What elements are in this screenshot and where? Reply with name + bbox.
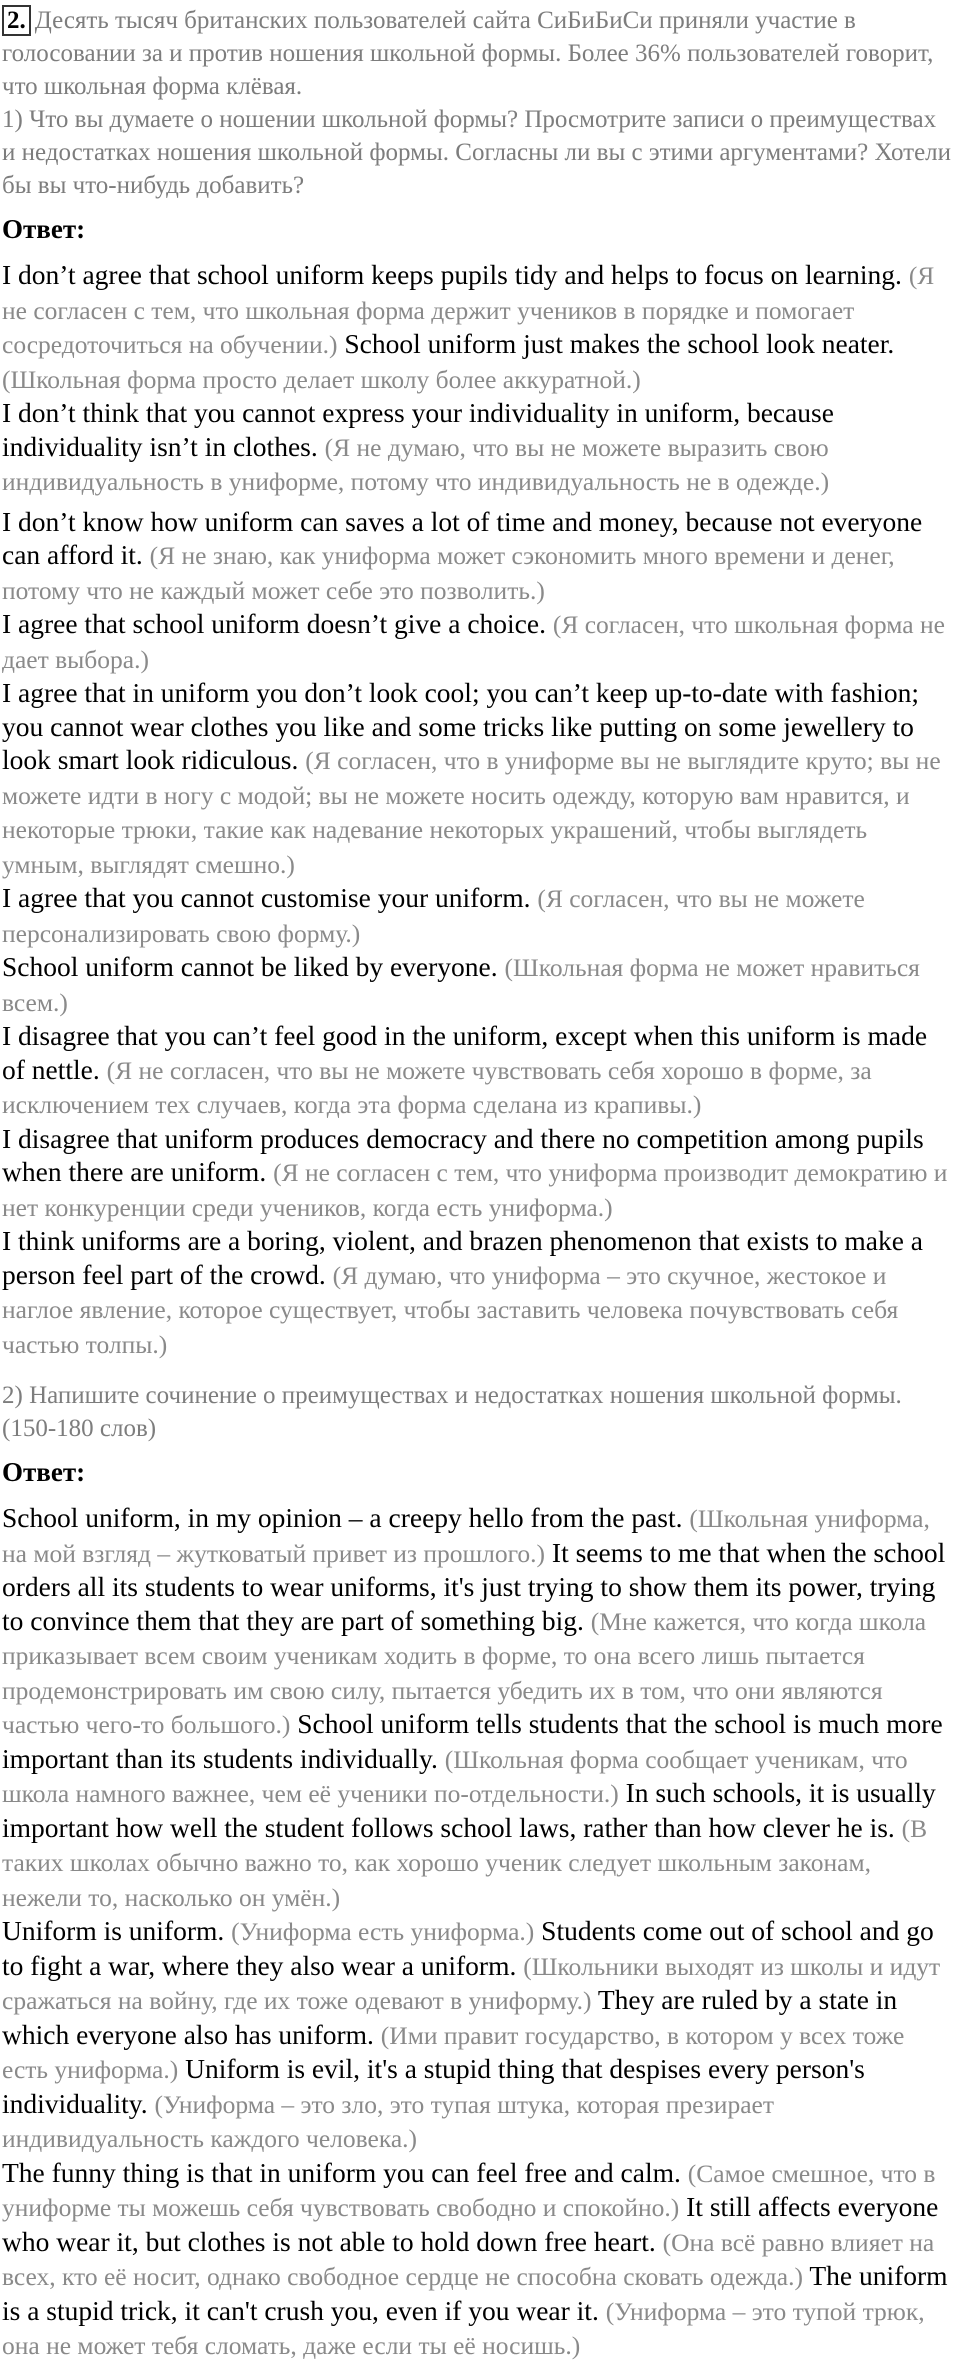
essay-en: School uniform tells students that the school is much more important than its students individually.: [2, 1708, 943, 1774]
task-intro-text: Десять тысяч британских пользователей сайта СиБиБиСи приняли участие в голосовании за и против ношения школьной формы. Более 36% пользователей говорит, что школьная форма клёвая.: [2, 7, 934, 100]
answer-en: School uniform just makes the school look neater.: [344, 328, 895, 359]
essay-en: Students come out of school and go to fight a war, where they also wear a uniform.: [2, 1915, 934, 1981]
essay-ru: (Униформа – это зло, это тупая штука, которая презирает индивидуальность каждого человека.): [2, 2089, 774, 2153]
answer-en: I agree that school uniform doesn’t give a choice.: [2, 608, 546, 639]
answer-en: I don’t agree that school uniform keeps pupils tidy and helps to focus on learning.: [2, 259, 902, 290]
essay-en: The funny thing is that in uniform you can feel free and calm.: [2, 2156, 681, 2188]
essay-en: The uniform is a stupid trick, it can't crush you, even if you wear it.: [2, 2260, 948, 2326]
answer-paragraph: [2, 1122, 954, 1225]
essay-ru: (Школьники выходят из школы и идут сражаться на войну, где их тоже одевают в униформу.): [2, 1951, 941, 2015]
answer-ru: (Я согласен, что в униформе вы не выглядите круто; вы не можете идти в ногу с модой; вы не можете носить одежду, которую вам нравится, и некоторые трюки, такие как надевание некоторых украшений, чтобы выглядеть умным, выглядят смешно.): [2, 746, 941, 879]
answer-paragraph: [2, 881, 954, 950]
essay-en: It still affects everyone who wear it, but clothes is not able to hold down free heart.: [2, 2191, 939, 2257]
answer-label: Ответ:: [2, 214, 86, 244]
answer-ru: (Школьная форма просто делает школу более аккуратной.): [2, 364, 641, 394]
essay-ru: (Униформа есть униформа.): [231, 1917, 535, 1946]
answer-ru: (Я согласен, что школьная форма не дает выбора.): [2, 610, 945, 674]
answer-paragraph: [2, 505, 954, 608]
answer-paragraph: [2, 1224, 954, 1361]
answer-paragraph: [2, 258, 954, 396]
task-intro: [2, 4, 954, 103]
answer-ru: (Я не согласен, что вы не можете чувствовать себя хорошо в форме, за исключением тех случаев, когда эта форма сделана из крапивы.): [2, 1055, 872, 1119]
answer-ru: (Школьная форма не может нравиться всем.): [2, 953, 920, 1017]
answer-en: I don’t think that you cannot express your individuality in uniform, because individuality isn’t in clothes.: [2, 397, 834, 462]
task-number: 2.: [2, 5, 31, 36]
essay-paragraph: [2, 2156, 954, 2363]
answer-paragraph: [2, 676, 954, 881]
answer-en: I disagree that you can’t feel good in the uniform, except when this uniform is made of nettle.: [2, 1020, 928, 1085]
answer-ru: (Я не согласен с тем, что школьная форма держит учеников в порядке и помогает сосредоточиться на обучении.): [2, 261, 935, 359]
answer-paragraph: [2, 607, 954, 676]
answer-en: I disagree that uniform produces democracy and there no competition among pupils when there are uniform.: [2, 1122, 924, 1187]
essay-paragraph: [2, 1914, 954, 2156]
answer-paragraph: [2, 1019, 954, 1122]
answer-en: School uniform cannot be liked by everyone.: [2, 951, 498, 982]
essay-en: It seems to me that when the school orders all its students to wear uniforms, it's just trying to show them its power, trying to convince them that they are part of something big.: [2, 1536, 946, 1636]
essay-ru: (В таких школах обычно важно то, как хорошо ученик следует школьным законам, нежели то, насколько он умён.): [2, 1813, 928, 1912]
essay-en: School uniform, in my opinion – a creepy hello from the past.: [2, 1502, 683, 1533]
essay-ru: (Она всё равно влияет на всех, кто её носит, однако свободное сердце не способна сковать одежда.): [2, 2227, 935, 2291]
essay-ru: (Школьная униформа, на мой взгляд – жутковатый привет из прошлого.): [2, 1504, 930, 1568]
essay-ru: (Школьная форма сообщает ученикам, что школа намного важнее, чем её ученики по-отдельности.): [2, 1744, 908, 1808]
answer-label-2: Ответ:: [2, 1457, 86, 1487]
essay-ru: (Униформа – это тупой трюк, она не может тебя сломать, даже если ты её носишь.): [2, 2296, 925, 2360]
essay-en: Uniform is uniform.: [2, 1915, 225, 1946]
question-1: 1) Что вы думаете о ношении школьной формы? Просмотрите записи о преимуществах и недостатках ношения школьной формы. Согласны ли вы с этими аргументами? Хотели бы вы что-нибудь добавить?: [2, 106, 952, 199]
answer-ru: (Я согласен, что вы не можете персонализировать свою форму.): [2, 884, 865, 948]
question-2: 2) Напишите сочинение о преимуществах и недостатках ношения школьной формы. (150-180 слов): [2, 1382, 902, 1442]
essay-en: They are ruled by a state in which everyone also has uniform.: [2, 1984, 898, 2050]
answer-ru: (Я думаю, что униформа – это скучное, жестокое и наглое явление, которое существует, чтобы заставить человека почувствовать себя частью толпы.): [2, 1260, 899, 1359]
answer-en: I think uniforms are a boring, violent, and brazen phenomenon that exists to make a person feel part of the crowd.: [2, 1225, 923, 1290]
essay-ru: (Ими правит государство, в котором у всех тоже есть униформа.): [2, 2020, 905, 2084]
answer-ru: (Я не согласен с тем, что униформа производит демократию и нет конкуренции среди учеников, когда есть униформа.): [2, 1158, 948, 1222]
answer-ru: (Я не думаю, что вы не можете выразить свою индивидуальность в униформе, потому что индивидуальность не в одежде.): [2, 432, 830, 496]
essay-ru: (Самое смешное, что в униформе ты можешь себя чувствовать свободно и спокойно.): [2, 2158, 936, 2222]
essay-ru: (Мне кажется, что когда школа приказывает всем своим ученикам ходить в форме, то она всего лишь пытается продемонстрировать им свою силу, пытается убедить их в том, что они являются частью чего-то большого.): [2, 1606, 927, 1739]
essay-en: In such schools, it is usually important how well the student follows school laws, rather than how clever he is.: [2, 1777, 936, 1843]
answer-ru: (Я не знаю, как униформа может сэкономить много времени и денег, потому что не каждый может себе это позволить.): [2, 541, 895, 605]
answer-paragraph: [2, 950, 954, 1019]
essay-paragraph: [2, 1501, 954, 1914]
answer-paragraph: [2, 396, 954, 499]
answer-en: I don’t know how uniform can saves a lot of time and money, because not everyone can afford it.: [2, 505, 923, 570]
answer-en: I agree that in uniform you don’t look cool; you can’t keep up-to-date with fashion; you cannot wear clothes you like and some tricks like putting on some jewellery to look smart look ridiculous.: [2, 677, 919, 775]
essay-en: Uniform is evil, it's a stupid thing that despises every person's individuality.: [2, 2053, 865, 2119]
answer-en: I agree that you cannot customise your uniform.: [2, 882, 531, 913]
